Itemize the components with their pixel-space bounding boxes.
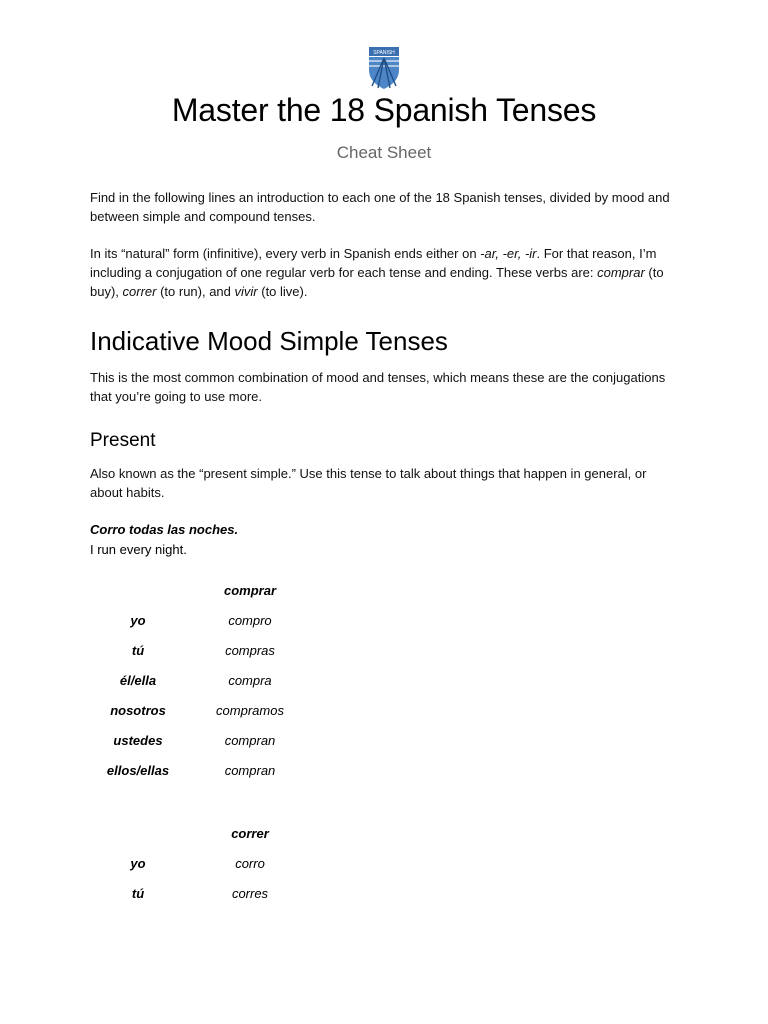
pronoun-cell: nosotros [110,703,166,718]
page-title: Master the 18 Spanish Tenses [171,92,597,128]
verb-header: comprar [223,583,277,598]
intro-paragraph-2: In its “natural” form (infinitive), every verb in Spanish ends either on -ar, -er, -ir. For that reason, I’m including a conjugation of one regular verb for each tense and ending. These verbs are: comprar (to buy), correr (to run), and vivir (to live). [90,246,664,299]
pronoun-cell: ellos/ellas [106,763,170,778]
present-description: Also known as the “present simple.” Use this tense to talk about things that happen in general, or about habits. [90,466,647,500]
example-english: I run every night. [90,542,187,557]
form-cell: compran [224,733,276,748]
pronoun-cell: tú [131,886,145,901]
page-subtitle: Cheat Sheet [336,143,432,162]
section-description: This is the most common combination of mood and tenses, which means these are the conjugations that you’re going to use more. [90,370,666,404]
shield-logo-icon [366,46,402,90]
form-cell: compras [225,643,275,658]
section-heading: Indicative Mood Simple Tenses [90,326,448,356]
pronoun-cell: yo [130,856,146,871]
form-cell: compramos [216,703,284,718]
pronoun-cell: tú [131,643,145,658]
form-cell: compro [228,613,272,628]
logo-text: SPANISH [373,50,395,56]
verb-header: correr [231,826,269,841]
pronoun-cell: ustedes [113,733,163,748]
form-cell: corres [231,886,269,901]
present-heading: Present [90,430,156,451]
form-cell: compra [228,673,272,688]
form-cell: corro [235,856,265,871]
example-sentence [90,520,238,560]
intro-paragraph-1: Find in the following lines an introduction to each one of the 18 Spanish tenses, divided by mood and between simple and compound tenses. [90,190,670,224]
pronoun-cell: yo [130,613,146,628]
pronoun-cell: él/ella [119,673,157,688]
form-cell: compran [224,763,276,778]
example-spanish: Corro todas las noches. [90,522,239,537]
